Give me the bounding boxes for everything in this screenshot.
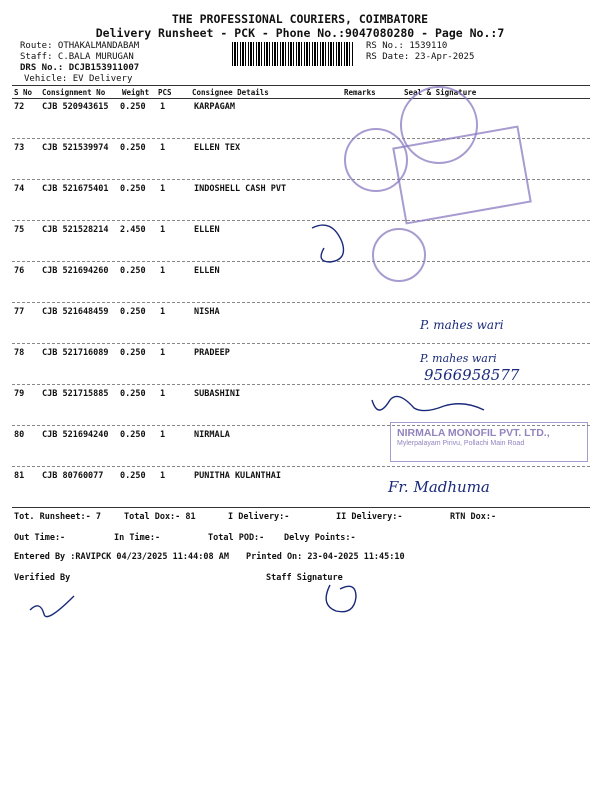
row-weight: 2.450 (120, 225, 146, 235)
row-weight: 0.250 (120, 143, 146, 153)
col-remarks: Remarks (344, 88, 376, 97)
row-consignment: CJB 521716089 (42, 348, 109, 358)
out-time: Out Time:- (14, 533, 66, 543)
drs-number: DRS No.: DCJB153911007 (20, 63, 140, 73)
row-weight: 0.250 (120, 471, 146, 481)
row-consignment: CJB 521694260 (42, 266, 109, 276)
row-consignment: CJB 520943615 (42, 102, 109, 112)
col-seal-signature: Seal & Signature (404, 88, 477, 97)
entered-by: Entered By :RAVIPCK 04/23/2025 11:44:08 AM (14, 552, 229, 562)
row-pcs: 1 (160, 430, 166, 440)
row-weight: 0.250 (120, 102, 146, 112)
delvy-points: Delvy Points:- (284, 533, 356, 543)
row-sno: 80 (14, 430, 25, 440)
row-pcs: 1 (160, 225, 166, 235)
total-dox: Total Dox:- 81 (124, 512, 196, 522)
row-sno: 77 (14, 307, 25, 317)
row-pcs: 1 (160, 389, 166, 399)
row-weight: 0.250 (120, 266, 146, 276)
row-weight: 0.250 (120, 389, 146, 399)
col-pcs: PCS (158, 88, 172, 97)
row-consignee: PUNITHA KULANTHAI (194, 471, 281, 481)
row-consignee: KARPAGAM (194, 102, 235, 112)
signature-stroke (312, 225, 344, 262)
row-consignee: NISHA (194, 307, 220, 317)
rs-number: RS No.: 1539110 (366, 41, 448, 51)
row-consignee: ELLEN TEX (194, 143, 241, 153)
row-consignee: PRADEEP (194, 348, 230, 358)
row-sno: 81 (14, 471, 25, 481)
row-sno: 73 (14, 143, 25, 153)
row-consignment: CJB 521675401 (42, 184, 109, 194)
vehicle-label: Vehicle: EV Delivery (24, 74, 133, 84)
row-pcs: 1 (160, 471, 166, 481)
row-sno: 75 (14, 225, 25, 235)
total-pod: Total POD:- (208, 533, 265, 543)
verifier-signature (30, 596, 74, 617)
stamp-company-address: Mylerpalayam Pirivu, Pollachi Main Road (397, 440, 525, 447)
runsheet-subtitle: Delivery Runsheet - PCK - Phone No.:9047080280 - Page No.:7 (95, 26, 505, 40)
col-sno: S No (14, 88, 33, 97)
col-weight: Weight (122, 88, 150, 97)
row-consignee: INDOSHELL CASH PVT (194, 184, 287, 194)
i-delivery: I Delivery:- (228, 512, 290, 522)
row-weight: 0.250 (120, 307, 146, 317)
row-pcs: 1 (160, 184, 166, 194)
route-label: Route: OTHAKALMANDABAM (20, 41, 140, 51)
row-consignment: CJB 521694240 (42, 430, 109, 440)
col-consignee: Consignee Details (192, 88, 269, 97)
row-weight: 0.250 (120, 184, 146, 194)
row-weight: 0.250 (120, 348, 146, 358)
staff-signature-label: Staff Signature (266, 573, 343, 583)
row-consignee: SUBASHINI (194, 389, 241, 399)
printed-on: Printed On: 23-04-2025 11:45:10 (246, 552, 405, 562)
row-consignment: CJB 521528214 (42, 225, 109, 235)
rtn-dox: RTN Dox:- (450, 512, 497, 522)
row-consignment: CJB 521648459 (42, 307, 109, 317)
row-consignee: NIRMALA (194, 430, 230, 440)
staff-signature-mark (326, 585, 356, 612)
row-sno: 76 (14, 266, 25, 276)
row-pcs: 1 (160, 307, 166, 317)
staff-label: Staff: C.BALA MURUGAN (20, 52, 134, 62)
company-title: THE PROFESSIONAL COURIERS, COIMBATORE (171, 12, 429, 26)
row-consignment: CJB 521539974 (42, 143, 109, 153)
handwritten-phone: 9566958577 (424, 366, 520, 384)
row-consignment: CJB 80760077 (42, 471, 104, 481)
row-consignment: CJB 521715885 (42, 389, 109, 399)
row-weight: 0.250 (120, 430, 146, 440)
row-sno: 72 (14, 102, 25, 112)
row-sno: 79 (14, 389, 25, 399)
stamp-company-name: NIRMALA MONOFIL PVT. LTD., (397, 427, 550, 439)
handwritten-name-row78: P. mahes wari (420, 352, 497, 365)
row-pcs: 1 (160, 266, 166, 276)
rs-date: RS Date: 23-Apr-2025 (366, 52, 475, 62)
row-pcs: 1 (160, 348, 166, 358)
ii-delivery: II Delivery:- (336, 512, 403, 522)
in-time: In Time:- (114, 533, 161, 543)
verified-by-label: Verified By (14, 573, 71, 583)
row-pcs: 1 (160, 143, 166, 153)
row-sno: 78 (14, 348, 25, 358)
handwritten-name-row77: P. mahes wari (420, 318, 504, 332)
signature-stroke (372, 396, 484, 410)
tot-runsheet: Tot. Runsheet:- 7 (14, 512, 101, 522)
row-pcs: 1 (160, 102, 166, 112)
row-consignee: ELLEN (194, 225, 220, 235)
handwritten-name-row80: Fr. Madhuma (388, 478, 490, 496)
row-sno: 74 (14, 184, 25, 194)
row-consignee: ELLEN (194, 266, 220, 276)
col-consignment: Consignment No (42, 88, 106, 97)
